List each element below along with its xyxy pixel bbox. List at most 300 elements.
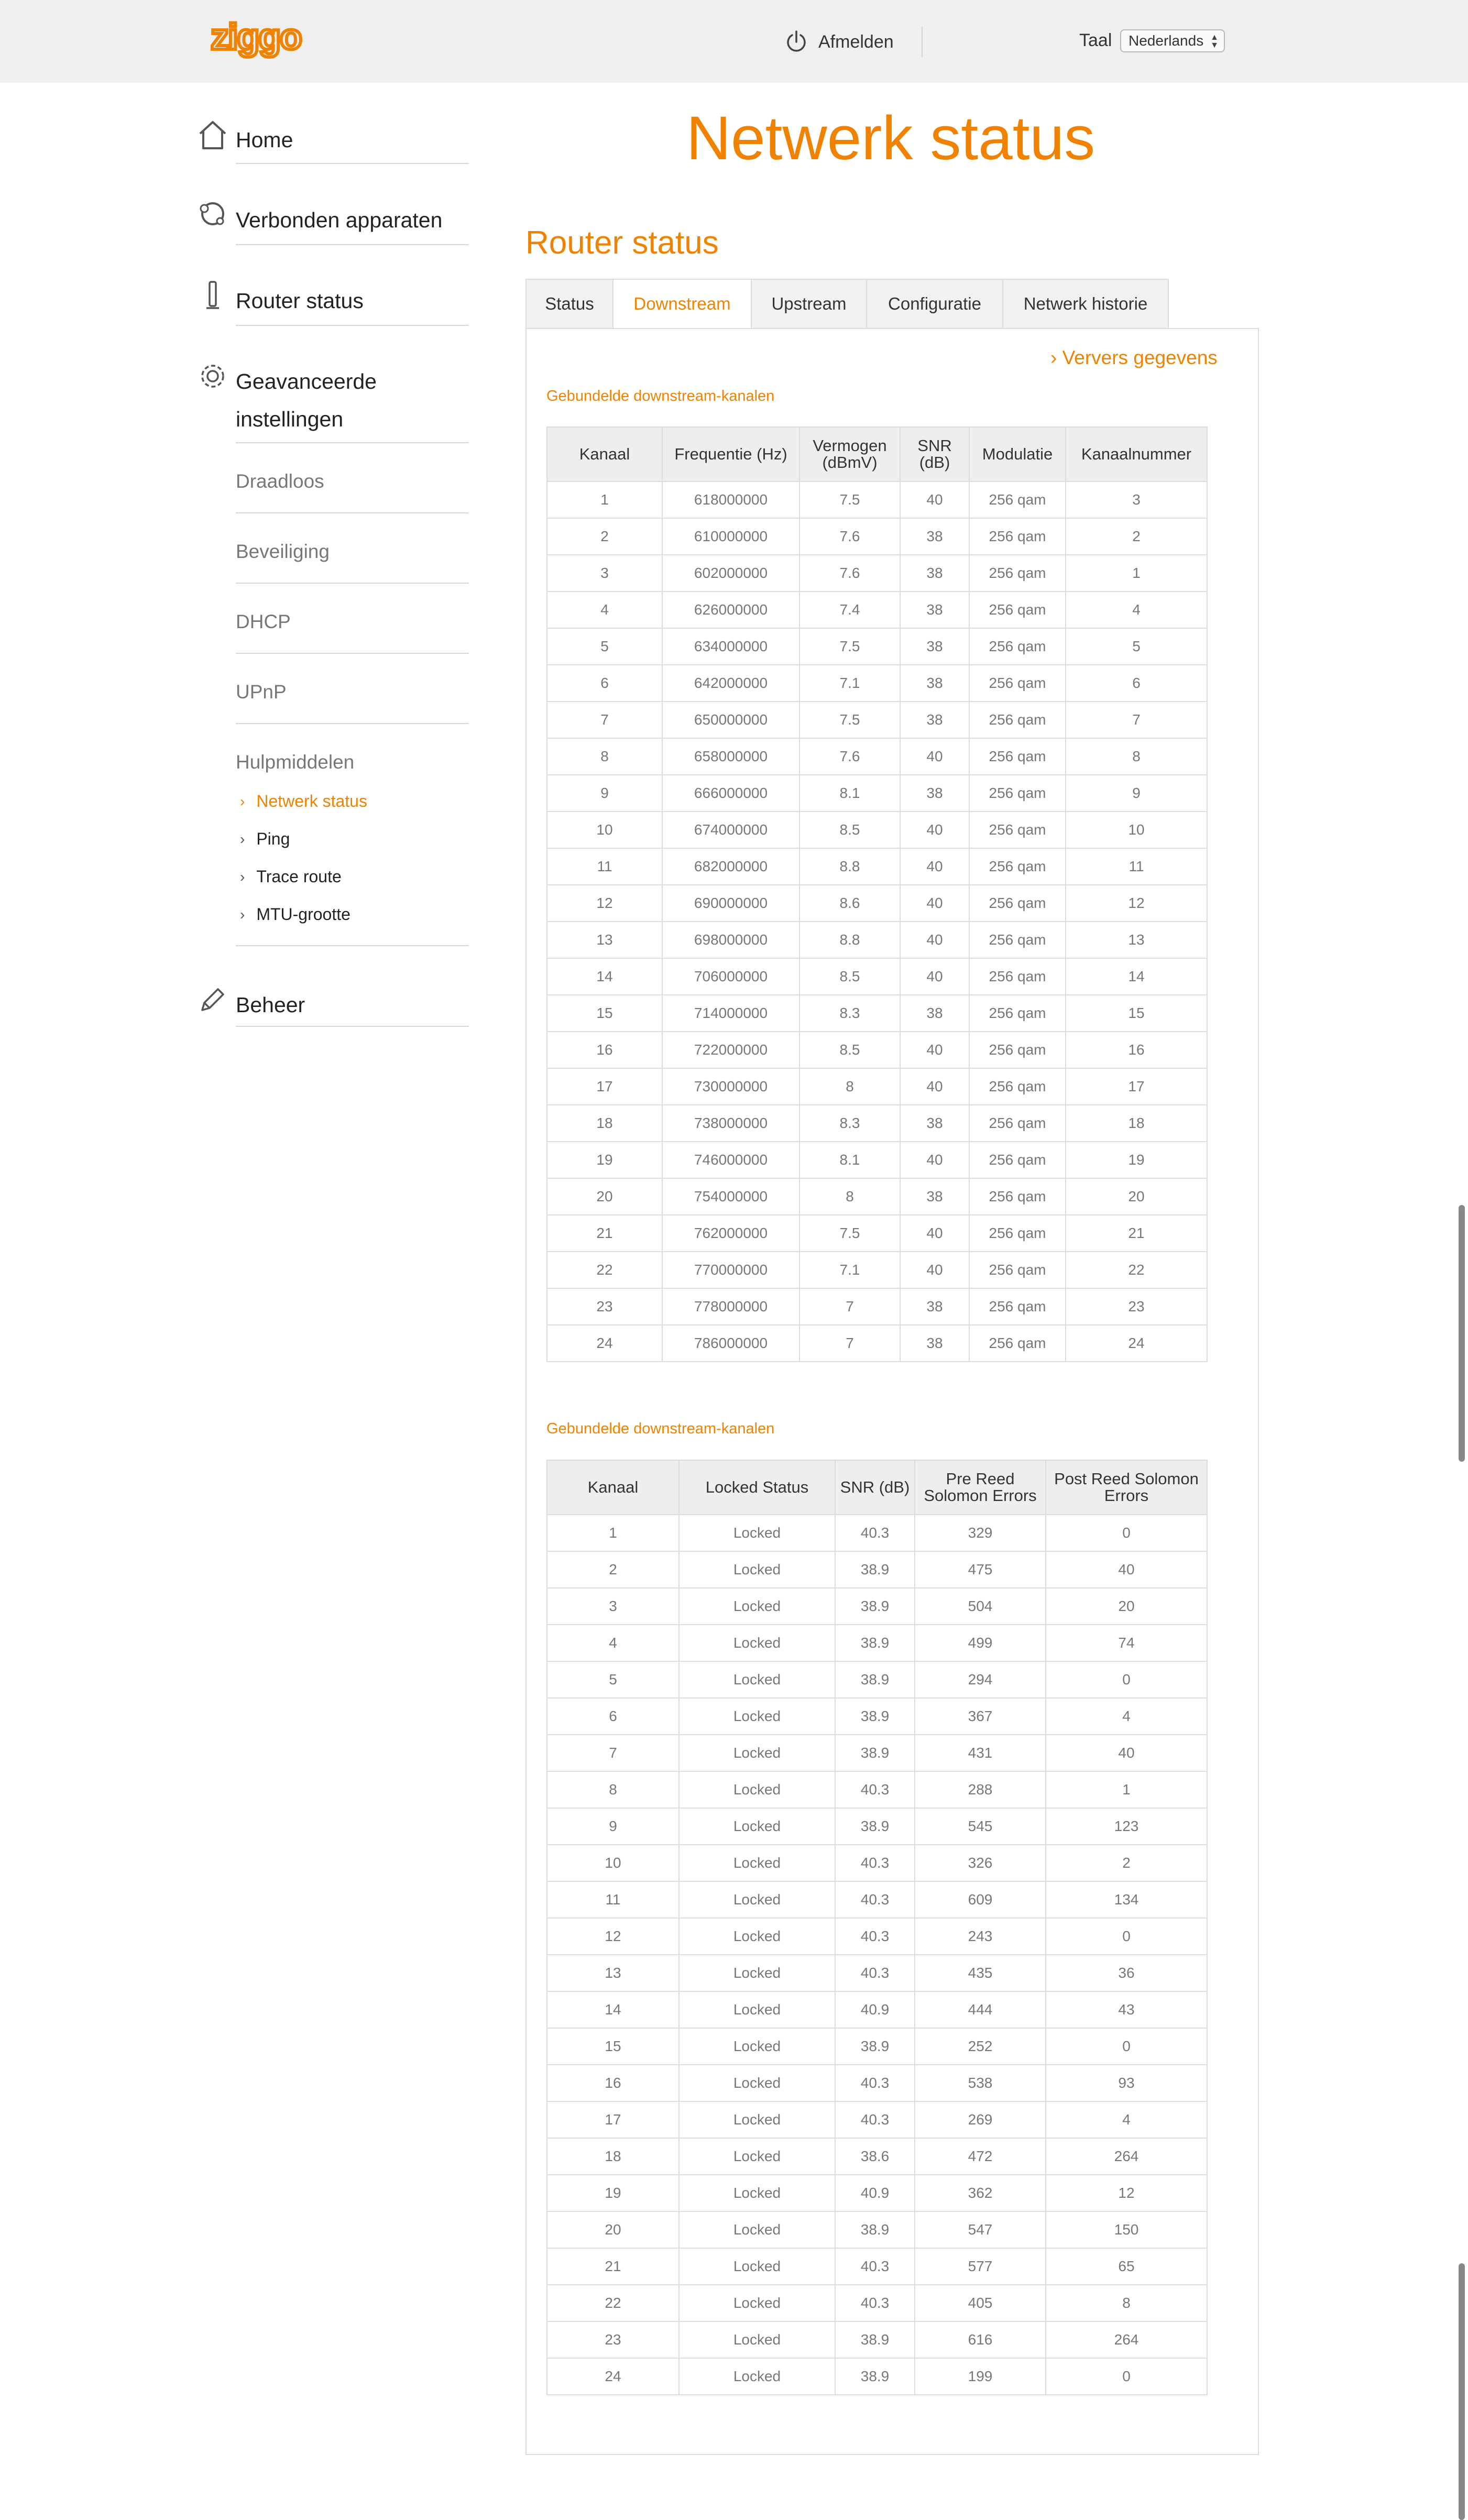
table-cell: Locked (679, 2101, 835, 2138)
table-cell: 2 (547, 1551, 679, 1588)
table-cell: 43 (1046, 1991, 1207, 2028)
table-cell: 256 qam (969, 812, 1066, 848)
table-cell: 9 (1066, 775, 1207, 812)
table-cell: 2 (547, 518, 662, 555)
table-cell: 23 (1066, 1288, 1207, 1325)
table-cell: 40 (900, 885, 969, 922)
table-cell: 12 (547, 885, 662, 922)
sidebar-tool-netwerk-status[interactable] (240, 792, 367, 811)
table-cell: 36 (1046, 1955, 1207, 1991)
table-cell: 23 (547, 1288, 662, 1325)
table-cell: 38 (900, 995, 969, 1032)
table-row (547, 2065, 1207, 2101)
table-row (547, 2028, 1207, 2065)
table-cell: 40.3 (835, 1845, 915, 1881)
divider (236, 945, 469, 946)
table-cell: 8 (547, 738, 662, 775)
table-cell: Locked (679, 2321, 835, 2358)
table-cell: 40 (900, 1142, 969, 1178)
table-cell: 256 qam (969, 1068, 1066, 1105)
table-cell: 10 (547, 1845, 679, 1881)
table-cell: Locked (679, 1588, 835, 1625)
table-cell: 38 (900, 1178, 969, 1215)
sidebar-item-dhcp[interactable] (236, 611, 469, 633)
divider (236, 512, 469, 513)
table-cell: 18 (1066, 1105, 1207, 1142)
table-cell: 8.5 (799, 812, 900, 848)
table-cell: 1 (547, 481, 662, 518)
table-cell: 38.9 (835, 1551, 915, 1588)
table-cell: Locked (679, 1918, 835, 1955)
table-cell: 3 (547, 1588, 679, 1625)
table-row (547, 2285, 1207, 2321)
table-cell: 7 (799, 1288, 900, 1325)
sidebar-sub-label: Draadloos (236, 470, 324, 492)
table-cell: Locked (679, 1698, 835, 1735)
table-cell: 40.3 (835, 1771, 915, 1808)
top-bar (0, 0, 1468, 83)
table-row (547, 2358, 1207, 2395)
table-cell: 634000000 (662, 628, 799, 665)
table-row (547, 1068, 1207, 1105)
table-row (547, 848, 1207, 885)
table-row (547, 1698, 1207, 1735)
tab-status[interactable]: Status (525, 279, 612, 329)
chevron-right-icon: › (240, 830, 245, 847)
column-header: Locked Status (679, 1460, 835, 1515)
table-cell: 24 (1066, 1325, 1207, 1362)
table-cell: 7.4 (799, 591, 900, 628)
table-row (547, 1918, 1207, 1955)
scrollbar-thumb[interactable] (1459, 2263, 1465, 2520)
table-row (547, 2138, 1207, 2175)
table-cell: 14 (547, 1991, 679, 2028)
table-row (547, 995, 1207, 1032)
table-cell: 17 (547, 2101, 679, 2138)
table-cell: 714000000 (662, 995, 799, 1032)
table-cell: 22 (1066, 1252, 1207, 1288)
table-cell: 722000000 (662, 1032, 799, 1068)
table-cell: 256 qam (969, 848, 1066, 885)
table-cell: 38 (900, 702, 969, 738)
table-cell: 8 (1066, 738, 1207, 775)
table-cell: 24 (547, 2358, 679, 2395)
table-cell: Locked (679, 2285, 835, 2321)
language-selected: Nederlands (1129, 32, 1204, 49)
table-cell: 40.9 (835, 2175, 915, 2211)
table-cell: 256 qam (969, 702, 1066, 738)
table-row (547, 481, 1207, 518)
table-cell: 431 (915, 1735, 1046, 1771)
table-cell: Locked (679, 1661, 835, 1698)
tab-netwerk-historie[interactable]: Netwerk historie (1002, 279, 1169, 329)
sidebar-tool-ping[interactable] (240, 829, 290, 849)
divider (236, 653, 469, 654)
svg-text:ziggo: ziggo (211, 17, 301, 57)
table-cell: 14 (1066, 958, 1207, 995)
table-cell: 38 (900, 628, 969, 665)
refresh-link[interactable] (1050, 347, 1218, 369)
sidebar-item-upnp[interactable] (236, 681, 469, 703)
table-cell: 666000000 (662, 775, 799, 812)
table-cell: 7.1 (799, 665, 900, 702)
table-cell: 7.5 (799, 628, 900, 665)
table-cell: 20 (547, 1178, 662, 1215)
table-cell: 10 (547, 812, 662, 848)
table-cell: 19 (1066, 1142, 1207, 1178)
sidebar-item-draadloos[interactable] (236, 470, 469, 492)
table-cell: 243 (915, 1918, 1046, 1955)
divider (236, 1026, 469, 1027)
sidebar-item-label: Beheer (236, 993, 305, 1017)
table-cell: 1 (547, 1515, 679, 1551)
table-cell: 362 (915, 2175, 1046, 2211)
table-cell: 13 (547, 922, 662, 958)
table-cell: Locked (679, 1515, 835, 1551)
table-cell: Locked (679, 2358, 835, 2395)
chevron-right-icon: › (240, 868, 245, 885)
table-cell: 40.3 (835, 2065, 915, 2101)
table-cell: 7 (547, 1735, 679, 1771)
table-cell: 770000000 (662, 1252, 799, 1288)
table-cell: 706000000 (662, 958, 799, 995)
downstream-errors-table (546, 1460, 1208, 2395)
table-cell: 40 (1046, 1735, 1207, 1771)
table-cell: 547 (915, 2211, 1046, 2248)
table-cell: 256 qam (969, 1032, 1066, 1068)
table-cell: 16 (1066, 1032, 1207, 1068)
table-cell: 545 (915, 1808, 1046, 1845)
table-cell: 472 (915, 2138, 1046, 2175)
table2-caption: Gebundelde downstream-kanalen (546, 1420, 775, 1437)
table-cell: 8.8 (799, 848, 900, 885)
table-cell: 256 qam (969, 628, 1066, 665)
table-row (547, 702, 1207, 738)
table-cell: Locked (679, 1808, 835, 1845)
table-cell: 8.5 (799, 1032, 900, 1068)
table-cell: 38 (900, 1325, 969, 1362)
table-cell: 7.6 (799, 555, 900, 591)
table-cell: 13 (547, 1955, 679, 1991)
column-header: SNR (dB) (835, 1460, 915, 1515)
table-row (547, 812, 1207, 848)
table-cell: Locked (679, 1991, 835, 2028)
table-cell: 8.8 (799, 922, 900, 958)
table-cell: 22 (547, 2285, 679, 2321)
table-row (547, 1105, 1207, 1142)
table-row (547, 1515, 1207, 1551)
table-cell: 38 (900, 1105, 969, 1142)
table-cell: Locked (679, 2138, 835, 2175)
table-cell: 38.9 (835, 1661, 915, 1698)
table-cell: Locked (679, 2211, 835, 2248)
table-cell: 40.3 (835, 2248, 915, 2285)
table-cell: 38 (900, 518, 969, 555)
table-cell: 616 (915, 2321, 1046, 2358)
table-row (547, 1771, 1207, 1808)
table-cell: 8 (799, 1178, 900, 1215)
divider (236, 325, 469, 326)
table-cell: 0 (1046, 1661, 1207, 1698)
table-cell: 8.5 (799, 958, 900, 995)
table-row (547, 1032, 1207, 1068)
table-cell: 15 (547, 995, 662, 1032)
tool-label: Netwerk status (256, 792, 367, 810)
table-cell: 504 (915, 1588, 1046, 1625)
table-cell: 14 (547, 958, 662, 995)
table-cell: 16 (547, 1032, 662, 1068)
table-cell: 16 (547, 2065, 679, 2101)
table-header-row (547, 427, 1207, 481)
table-cell: Locked (679, 1881, 835, 1918)
table-cell: 7.5 (799, 702, 900, 738)
column-header: Kanaalnummer (1066, 427, 1207, 481)
table-cell: 20 (1066, 1178, 1207, 1215)
table-cell: 6 (1066, 665, 1207, 702)
table-cell: 19 (547, 2175, 679, 2211)
column-header: Post Reed Solomon Errors (1046, 1460, 1207, 1515)
table-cell: 12 (1066, 885, 1207, 922)
table-cell: 15 (547, 2028, 679, 2065)
table-cell: 38.9 (835, 1588, 915, 1625)
table-cell: 40 (900, 958, 969, 995)
table-cell: 256 qam (969, 958, 1066, 995)
table-cell: Locked (679, 2248, 835, 2285)
language-label: Taal (1079, 30, 1112, 50)
tab-configuratie[interactable]: Configuratie (866, 279, 1002, 329)
table-cell: 38.9 (835, 1625, 915, 1661)
table-cell: 256 qam (969, 1215, 1066, 1252)
table-cell: 1 (1046, 1771, 1207, 1808)
table-row (547, 1881, 1207, 1918)
table-cell: 12 (547, 1918, 679, 1955)
table-row (547, 2248, 1207, 2285)
sidebar-item-beveiliging[interactable] (236, 541, 469, 563)
table-cell: 626000000 (662, 591, 799, 628)
table-cell: 20 (547, 2211, 679, 2248)
table-cell: 7.1 (799, 1252, 900, 1288)
table-cell: 256 qam (969, 481, 1066, 518)
table-row (547, 1661, 1207, 1698)
table-row (547, 628, 1207, 665)
tool-label: Trace route (256, 867, 342, 886)
table-cell: 40 (900, 848, 969, 885)
table-cell: 7 (1066, 702, 1207, 738)
table-cell: 618000000 (662, 481, 799, 518)
sidebar-sub-label: UPnP (236, 681, 287, 703)
table-cell: 5 (1066, 628, 1207, 665)
table-cell: Locked (679, 1845, 835, 1881)
header-divider (922, 26, 923, 58)
table-cell: Locked (679, 2028, 835, 2065)
table-cell: 13 (1066, 922, 1207, 958)
table-cell: 475 (915, 1551, 1046, 1588)
table-cell: 0 (1046, 1515, 1207, 1551)
table-cell: 288 (915, 1771, 1046, 1808)
language-select[interactable] (1120, 29, 1225, 52)
ziggo-logo[interactable] (211, 17, 321, 59)
table-cell: 21 (547, 2248, 679, 2285)
table-cell: 256 qam (969, 885, 1066, 922)
table-cell: 40 (900, 1032, 969, 1068)
chevron-right-icon: › (1050, 347, 1057, 368)
tab-downstream[interactable]: Downstream (612, 279, 751, 329)
sidebar-tool-mtu[interactable] (240, 905, 350, 924)
tab-bar (525, 279, 1169, 329)
sidebar-item-label: Home (236, 128, 293, 152)
table-cell: 123 (1046, 1808, 1207, 1845)
table-cell: 11 (547, 1881, 679, 1918)
table-row (547, 665, 1207, 702)
table-cell: 754000000 (662, 1178, 799, 1215)
table-cell: 256 qam (969, 1252, 1066, 1288)
table-cell: 264 (1046, 2138, 1207, 2175)
table-row (547, 2175, 1207, 2211)
sidebar-tool-trace-route[interactable] (240, 867, 342, 886)
table-cell: 40 (900, 812, 969, 848)
table-cell: 40.3 (835, 2285, 915, 2321)
table-cell: 150 (1046, 2211, 1207, 2248)
table-cell: 21 (547, 1215, 662, 1252)
table-row (547, 555, 1207, 591)
table-cell: 4 (1046, 2101, 1207, 2138)
table-cell: 256 qam (969, 1142, 1066, 1178)
table-cell: 40.3 (835, 2101, 915, 2138)
table-cell: 256 qam (969, 1288, 1066, 1325)
table-cell: 746000000 (662, 1142, 799, 1178)
table-row (547, 775, 1207, 812)
table-cell: 4 (547, 591, 662, 628)
gear-icon (196, 359, 229, 393)
sidebar-item-label: Verbonden apparaten (236, 208, 443, 232)
table-cell: 730000000 (662, 1068, 799, 1105)
table-cell: 6 (547, 665, 662, 702)
table-cell: 538 (915, 2065, 1046, 2101)
table-cell: 577 (915, 2248, 1046, 2285)
table-cell: 7.5 (799, 1215, 900, 1252)
table-cell: 7 (547, 702, 662, 738)
table-cell: 15 (1066, 995, 1207, 1032)
table-cell: 18 (547, 1105, 662, 1142)
table-cell: 19 (547, 1142, 662, 1178)
chevron-right-icon: › (240, 906, 245, 923)
table-cell: 256 qam (969, 591, 1066, 628)
column-header: Frequentie (Hz) (662, 427, 799, 481)
table-row (547, 1551, 1207, 1588)
sidebar-item-hulpmiddelen[interactable] (236, 751, 469, 773)
table-cell: 40.3 (835, 1881, 915, 1918)
table-cell: 256 qam (969, 1325, 1066, 1362)
table-cell: 7 (799, 1325, 900, 1362)
column-header: Kanaal (547, 1460, 679, 1515)
sidebar-sub-label: Hulpmiddelen (236, 751, 355, 773)
table-cell: 1 (1066, 555, 1207, 591)
table-cell: 38.9 (835, 1735, 915, 1771)
table-row (547, 738, 1207, 775)
table-cell: 642000000 (662, 665, 799, 702)
table-cell: 40 (900, 481, 969, 518)
refresh-label: Ververs gegevens (1062, 347, 1218, 368)
table-cell: 38.9 (835, 1808, 915, 1845)
sidebar-item-label: Router status (236, 289, 364, 313)
table-cell: 11 (547, 848, 662, 885)
divider (236, 163, 469, 164)
table-row (547, 1288, 1207, 1325)
table-cell: 8 (547, 1771, 679, 1808)
table-row (547, 1215, 1207, 1252)
table1-caption: Gebundelde downstream-kanalen (546, 388, 775, 404)
table-row (547, 958, 1207, 995)
table-row (547, 1808, 1207, 1845)
table-cell: 690000000 (662, 885, 799, 922)
table-cell: 610000000 (662, 518, 799, 555)
downstream-channels-table (546, 426, 1208, 1362)
table-cell: 738000000 (662, 1105, 799, 1142)
table-cell: 21 (1066, 1215, 1207, 1252)
table-cell: 650000000 (662, 702, 799, 738)
table-cell: 674000000 (662, 812, 799, 848)
table-cell: 326 (915, 1845, 1046, 1881)
section-title: Router status (525, 225, 719, 261)
table-cell: 786000000 (662, 1325, 799, 1362)
tab-upstream[interactable]: Upstream (751, 279, 866, 329)
table-row (547, 2101, 1207, 2138)
table-cell: 18 (547, 2138, 679, 2175)
table-cell: Locked (679, 2065, 835, 2101)
table-cell: 256 qam (969, 738, 1066, 775)
table-cell: 294 (915, 1661, 1046, 1698)
table-cell: 367 (915, 1698, 1046, 1735)
table-cell: 11 (1066, 848, 1207, 885)
table-cell: 8.3 (799, 995, 900, 1032)
scrollbar-thumb[interactable] (1459, 1205, 1465, 1462)
logout-button[interactable] (784, 27, 894, 57)
table-cell: 93 (1046, 2065, 1207, 2101)
tool-label: Ping (256, 829, 290, 848)
table-cell: 38.9 (835, 2358, 915, 2395)
table-cell: 256 qam (969, 775, 1066, 812)
table-cell: 2 (1046, 1845, 1207, 1881)
table-row (547, 2211, 1207, 2248)
devices-icon (196, 198, 229, 232)
table-cell: 256 qam (969, 922, 1066, 958)
sidebar-item-label: Geavanceerde instellingen (236, 369, 377, 431)
table-cell: 9 (547, 775, 662, 812)
table-row (547, 1845, 1207, 1881)
table-cell: 134 (1046, 1881, 1207, 1918)
table-cell: 7.6 (799, 738, 900, 775)
pencil-icon (196, 983, 229, 1016)
table-cell: 256 qam (969, 665, 1066, 702)
chevron-right-icon: › (240, 793, 245, 809)
table-cell: 256 qam (969, 518, 1066, 555)
table-cell: 38.9 (835, 2211, 915, 2248)
table-cell: 12 (1046, 2175, 1207, 2211)
table-cell: 9 (547, 1808, 679, 1845)
table-cell: 256 qam (969, 555, 1066, 591)
table-cell: 20 (1046, 1588, 1207, 1625)
table-cell: Locked (679, 1771, 835, 1808)
table-cell: 0 (1046, 2028, 1207, 2065)
table-row (547, 591, 1207, 628)
table-cell: 256 qam (969, 995, 1066, 1032)
table-cell: Locked (679, 2175, 835, 2211)
table-row (547, 885, 1207, 922)
table-cell: 38.9 (835, 1698, 915, 1735)
column-header: Pre Reed Solomon Errors (915, 1460, 1046, 1515)
table-cell: 38 (900, 1288, 969, 1325)
table-cell: 38 (900, 775, 969, 812)
